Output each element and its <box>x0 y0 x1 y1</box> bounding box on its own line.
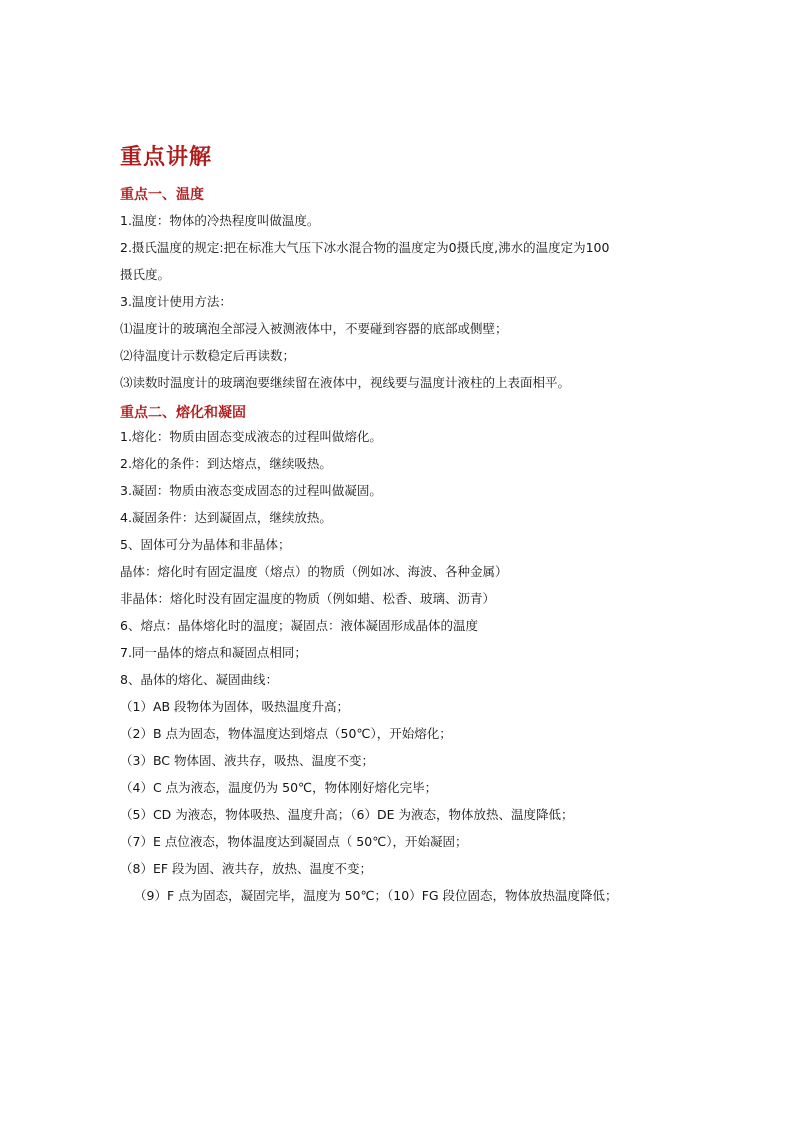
text-line: 4.凝固条件：达到凝固点，继续放热。 <box>120 510 332 525</box>
text-line: （8）EF 段为固、液共存，放热、温度不变； <box>120 861 373 876</box>
text-line: （1）AB 段物体为固体，吸热温度升高； <box>120 699 350 714</box>
text-line: （2）B 点为固态，物体温度达到熔点（50℃），开始熔化； <box>120 726 452 741</box>
text-line: 2.摄氏温度的规定:把在标准大气压下冰水混合物的温度定为0摄氏度,沸水的温度定为100 <box>120 240 610 255</box>
text-line: 1.熔化：物质由固态变成液态的过程叫做熔化。 <box>120 429 382 444</box>
text-line: 7.同一晶体的熔点和凝固点相同； <box>120 645 307 660</box>
text-line: （9）F 点为固态，凝固完毕，温度为 50℃；（10）FG 段位固态，物体放热温度降低； <box>134 888 618 903</box>
page-title: 重点讲解 <box>120 144 213 170</box>
section-heading-melting-solidifying: 重点二、熔化和凝固 <box>120 405 246 421</box>
text-line: 1.温度：物体的冷热程度叫做温度。 <box>120 213 320 228</box>
text-line: （7）E 点位液态，物体温度达到凝固点（ 50℃），开始凝固； <box>120 834 468 849</box>
text-line: 3.温度计使用方法： <box>120 294 232 309</box>
text-line: ⑴温度计的玻璃泡全部浸入被测液体中，不要碰到容器的底部或侧壁； <box>120 321 508 336</box>
section-heading-temperature: 重点一、温度 <box>120 187 204 203</box>
text-line: （5）CD 为液态，物体吸热、温度升高；（6）DE 为液态，物体放热、温度降低； <box>120 807 574 822</box>
text-line: ⑶读数时温度计的玻璃泡要继续留在液体中，视线要与温度计液柱的上表面相平。 <box>120 375 571 390</box>
text-line: 8、晶体的熔化、凝固曲线： <box>120 672 278 687</box>
text-line: （3）BC 物体固、液共存，吸热、温度不变； <box>120 753 375 768</box>
text-line: 6、熔点：晶体熔化时的温度；凝固点：液体凝固形成晶体的温度 <box>120 618 478 633</box>
text-line: （4）C 点为液态，温度仍为 50℃，物体刚好熔化完毕； <box>120 780 438 795</box>
text-line: 2.熔化的条件：到达熔点，继续吸热。 <box>120 456 332 471</box>
text-line: 3.凝固：物质由液态变成固态的过程叫做凝固。 <box>120 483 382 498</box>
text-line: 晶体：熔化时有固定温度（熔点）的物质（例如冰、海波、各种金属） <box>120 564 508 579</box>
text-line: ⑵待温度计示数稳定后再读数； <box>120 348 296 363</box>
text-line: 5、固体可分为晶体和非晶体； <box>120 537 291 552</box>
text-line: 非晶体：熔化时没有固定温度的物质（例如蜡、松香、玻璃、沥青） <box>120 591 496 606</box>
text-line: 摄氏度。 <box>120 267 171 282</box>
